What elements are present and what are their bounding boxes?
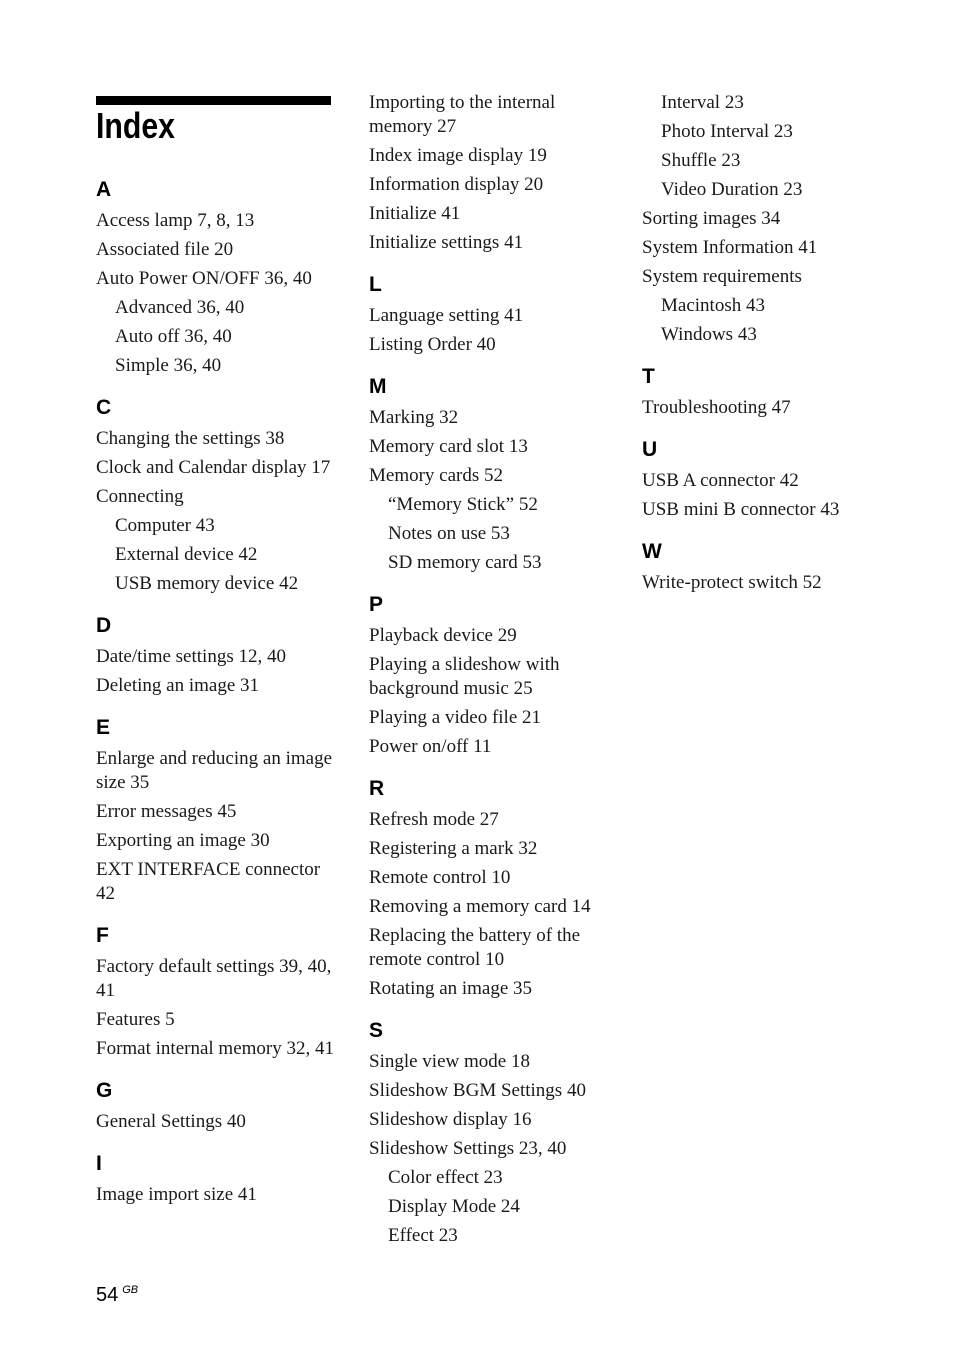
index-subentry: Auto off 36, 40 <box>115 326 232 347</box>
index-subentry: Video Duration 23 <box>661 179 803 200</box>
index-subentry: Computer 43 <box>115 515 215 536</box>
index-subentry: Photo Interval 23 <box>661 121 793 142</box>
index-entry: Remote control 10 <box>369 867 511 888</box>
index-entry: Changing the settings 38 <box>96 428 285 449</box>
page-footer <box>96 1278 138 1307</box>
index-entry: Slideshow Settings 23, 40 <box>369 1138 567 1159</box>
index-section-s <box>369 1019 614 1248</box>
index-subentry: Shuffle 23 <box>661 150 741 171</box>
index-section-c <box>96 396 336 596</box>
index-entry: Associated file 20 <box>96 239 234 260</box>
index-entry: Refresh mode 27 <box>369 809 499 830</box>
index-section-a <box>96 178 336 378</box>
index-entry: Single view mode 18 <box>369 1051 530 1072</box>
section-letter: G <box>96 1079 113 1102</box>
index-entry: Access lamp 7, 8, 13 <box>96 210 255 231</box>
index-section-f <box>96 924 336 1061</box>
index-section-e <box>96 716 336 906</box>
section-letter: R <box>369 777 385 800</box>
index-section-g <box>96 1079 336 1134</box>
index-entry: Date/time settings 12, 40 <box>96 646 286 667</box>
index-section-m <box>369 375 614 575</box>
index-section-i <box>96 1152 336 1207</box>
index-section-continued <box>369 91 614 255</box>
index-section-u <box>642 438 882 522</box>
index-entry: Playback device 29 <box>369 625 517 646</box>
section-letter: M <box>369 375 387 398</box>
index-section-t <box>642 365 882 420</box>
index-entry: Replacing the battery of the remote control 10 <box>369 925 581 970</box>
index-entry: Deleting an image 31 <box>96 675 260 696</box>
index-section-l <box>369 273 614 357</box>
index-entry: System requirements <box>642 266 802 287</box>
index-entry: USB A connector 42 <box>642 470 799 491</box>
section-letter: D <box>96 614 112 637</box>
index-subentry: Display Mode 24 <box>388 1196 520 1217</box>
index-column-2 <box>369 91 614 1253</box>
index-entry: Importing to the internal memory 27 <box>369 92 556 137</box>
index-entry: Language setting 41 <box>369 305 524 326</box>
index-entry: Playing a video file 21 <box>369 707 542 728</box>
index-section-continued <box>642 91 882 347</box>
index-entry: Registering a mark 32 <box>369 838 538 859</box>
section-letter: P <box>369 593 384 616</box>
index-subentry: SD memory card 53 <box>388 552 542 573</box>
index-entry: Error messages 45 <box>96 801 237 822</box>
index-entry: Auto Power ON/OFF 36, 40 <box>96 268 312 289</box>
index-entry: Playing a slideshow with background music 25 <box>369 654 560 699</box>
index-entry: Initialize settings 41 <box>369 232 524 253</box>
index-entry: Exporting an image 30 <box>96 830 270 851</box>
index-column-1 <box>96 174 336 1212</box>
index-entry: Memory cards 52 <box>369 465 504 486</box>
index-column-3 <box>642 91 882 600</box>
index-entry: Power on/off 11 <box>369 736 492 757</box>
index-subentry: Windows 43 <box>661 324 757 345</box>
index-entry: Information display 20 <box>369 174 544 195</box>
section-letter: S <box>369 1019 384 1042</box>
index-entry: Initialize 41 <box>369 203 461 224</box>
index-entry: EXT INTERFACE connector 42 <box>96 859 321 904</box>
index-subentry: Color effect 23 <box>388 1167 503 1188</box>
index-entry: Troubleshooting 47 <box>642 397 791 418</box>
index-entry: Connecting <box>96 486 184 507</box>
index-section-w <box>642 540 882 595</box>
index-subentry: Macintosh 43 <box>661 295 765 316</box>
index-entry: Clock and Calendar display 17 <box>96 457 331 478</box>
index-entry: Memory card slot 13 <box>369 436 528 457</box>
index-subentry: External device 42 <box>115 544 258 565</box>
index-entry: USB mini B connector 43 <box>642 499 840 520</box>
index-entry: Slideshow BGM Settings 40 <box>369 1080 586 1101</box>
page-number: 54 <box>96 1284 119 1306</box>
index-entry: Write-protect switch 52 <box>642 572 822 593</box>
index-entry: Index image display 19 <box>369 145 547 166</box>
index-section-d <box>96 614 336 698</box>
index-entry: Removing a memory card 14 <box>369 896 591 917</box>
index-entry: Image import size 41 <box>96 1184 257 1205</box>
index-entry: Format internal memory 32, 41 <box>96 1038 334 1059</box>
index-entry: General Settings 40 <box>96 1111 246 1132</box>
index-subentry: Interval 23 <box>661 92 744 113</box>
index-subentry: Simple 36, 40 <box>115 355 222 376</box>
index-entry: Listing Order 40 <box>369 334 496 355</box>
index-subentry: Notes on use 53 <box>388 523 510 544</box>
page-suffix: GB <box>122 1284 139 1296</box>
section-letter: W <box>642 540 662 563</box>
index-subentry: Effect 23 <box>388 1225 458 1246</box>
section-letter: T <box>642 365 655 388</box>
index-entry: Enlarge and reducing an image size 35 <box>96 748 332 793</box>
index-section-p <box>369 593 614 759</box>
index-subentry: USB memory device 42 <box>115 573 299 594</box>
index-entry: Features 5 <box>96 1009 175 1030</box>
section-letter: A <box>96 178 112 201</box>
section-letter: L <box>369 273 382 296</box>
index-entry: Slideshow display 16 <box>369 1109 532 1130</box>
index-entry: Factory default settings 39, 40, 41 <box>96 956 332 1001</box>
index-subentry: Advanced 36, 40 <box>115 297 245 318</box>
section-letter: E <box>96 716 111 739</box>
index-subentry: “Memory Stick” 52 <box>388 494 538 515</box>
index-section-r <box>369 777 614 1001</box>
section-letter: U <box>642 438 658 461</box>
section-letter: C <box>96 396 112 419</box>
index-entry: Rotating an image 35 <box>369 978 533 999</box>
section-letter: I <box>96 1152 102 1175</box>
index-entry: Sorting images 34 <box>642 208 781 229</box>
index-entry: Marking 32 <box>369 407 459 428</box>
page-title: Index <box>96 105 175 146</box>
section-letter: F <box>96 924 109 947</box>
index-entry: System Information 41 <box>642 237 818 258</box>
